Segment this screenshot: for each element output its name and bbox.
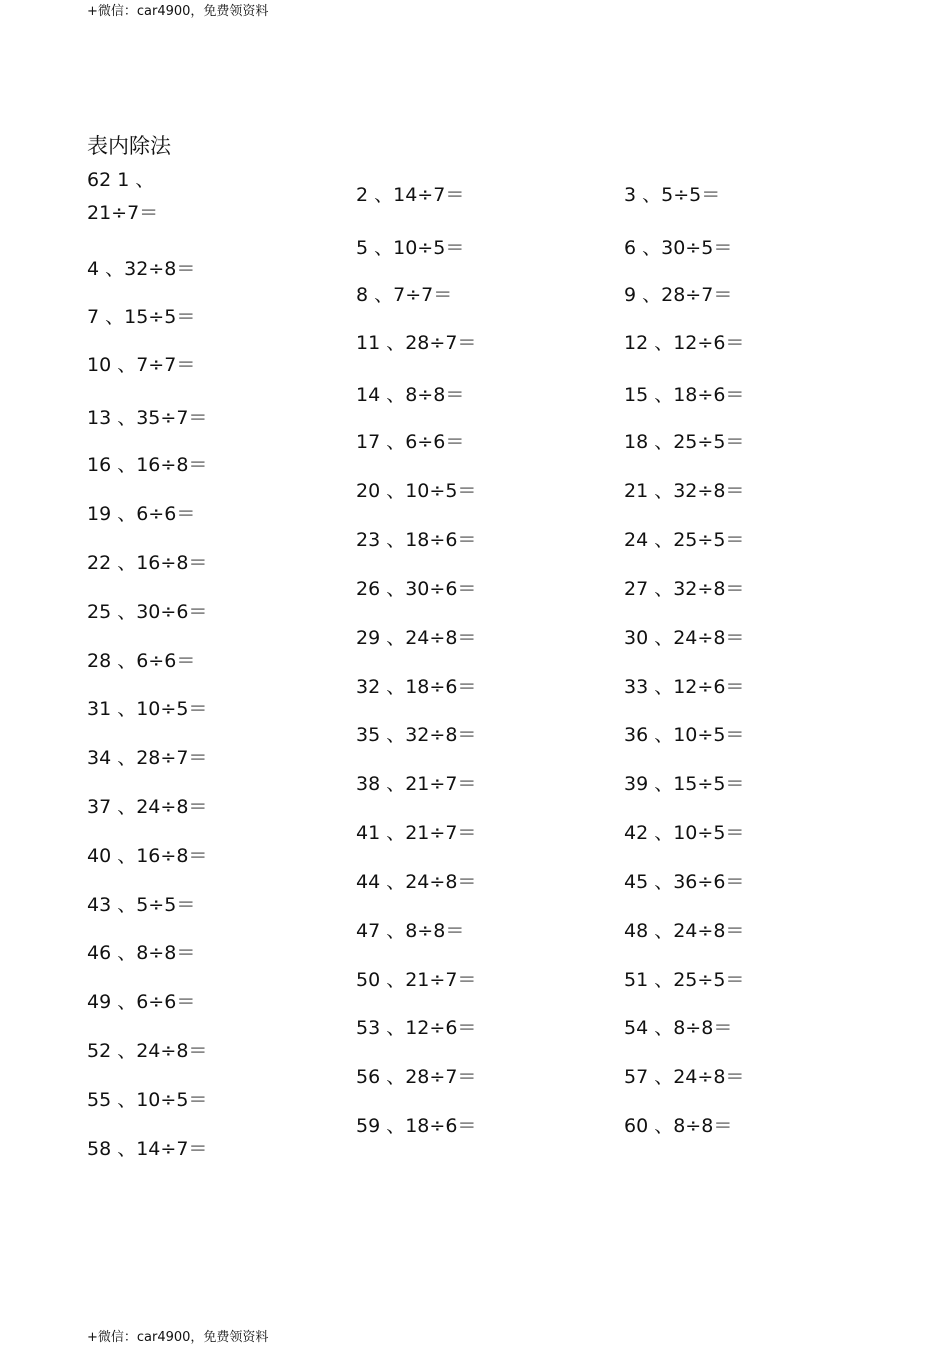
problem-item: 52 、24÷8＝ xyxy=(87,1040,208,1062)
problem-item: 59 、18÷6＝ xyxy=(356,1115,477,1137)
problem-item: 17 、6÷6＝ xyxy=(356,431,465,453)
problem-item: 57 、24÷8＝ xyxy=(624,1066,745,1088)
problem-item: 30 、24÷8＝ xyxy=(624,627,745,649)
problem-item: 39 、15÷5＝ xyxy=(624,773,745,795)
problem-item: 12 、12÷6＝ xyxy=(624,332,745,354)
problem-item: 38 、21÷7＝ xyxy=(356,773,477,795)
problem-item: 54 、8÷8＝ xyxy=(624,1017,733,1039)
problem-item: 4 、32÷8＝ xyxy=(87,258,196,280)
problem-item: 49 、6÷6＝ xyxy=(87,991,196,1013)
problem-item: 35 、32÷8＝ xyxy=(356,724,477,746)
problem-item: 32 、18÷6＝ xyxy=(356,676,477,698)
problem-item: 42 、10÷5＝ xyxy=(624,822,745,844)
problem-item: 11 、28÷7＝ xyxy=(356,332,477,354)
intro-line-2: 21÷7＝ xyxy=(87,202,159,224)
problem-item: 5 、10÷5＝ xyxy=(356,237,465,259)
problem-item: 31 、10÷5＝ xyxy=(87,698,208,720)
problem-item: 8 、7÷7＝ xyxy=(356,284,453,306)
problem-item: 43 、5÷5＝ xyxy=(87,894,196,916)
problem-item: 44 、24÷8＝ xyxy=(356,871,477,893)
problem-item: 18 、25÷5＝ xyxy=(624,431,745,453)
problem-item: 9 、28÷7＝ xyxy=(624,284,733,306)
header-note: +微信：car4900，免费领资料 xyxy=(87,4,269,19)
problem-item: 36 、10÷5＝ xyxy=(624,724,745,746)
problem-item: 58 、14÷7＝ xyxy=(87,1138,208,1160)
problem-item: 24 、25÷5＝ xyxy=(624,529,745,551)
problem-item: 14 、8÷8＝ xyxy=(356,384,465,406)
page-title: 表内除法 xyxy=(87,134,171,158)
problem-item: 41 、21÷7＝ xyxy=(356,822,477,844)
problem-item: 16 、16÷8＝ xyxy=(87,454,208,476)
problem-item: 45 、36÷6＝ xyxy=(624,871,745,893)
problem-item: 34 、28÷7＝ xyxy=(87,747,208,769)
problem-item: 19 、6÷6＝ xyxy=(87,503,196,525)
problem-item: 25 、30÷6＝ xyxy=(87,601,208,623)
problem-item: 33 、12÷6＝ xyxy=(624,676,745,698)
problem-item: 21 、32÷8＝ xyxy=(624,480,745,502)
problem-item: 15 、18÷6＝ xyxy=(624,384,745,406)
problem-item: 20 、10÷5＝ xyxy=(356,480,477,502)
problem-item: 3 、5÷5＝ xyxy=(624,184,721,206)
problem-item: 53 、12÷6＝ xyxy=(356,1017,477,1039)
problem-item: 6 、30÷5＝ xyxy=(624,237,733,259)
problem-item: 51 、25÷5＝ xyxy=(624,969,745,991)
problem-item: 2 、14÷7＝ xyxy=(356,184,465,206)
problem-item: 56 、28÷7＝ xyxy=(356,1066,477,1088)
footer-note: +微信：car4900，免费领资料 xyxy=(87,1330,269,1345)
problem-item: 60 、8÷8＝ xyxy=(624,1115,733,1137)
problem-item: 7 、15÷5＝ xyxy=(87,306,196,328)
problem-item: 26 、30÷6＝ xyxy=(356,578,477,600)
problem-item: 28 、6÷6＝ xyxy=(87,650,196,672)
intro-line-1: 62 1 、 xyxy=(87,169,155,191)
problem-item: 37 、24÷8＝ xyxy=(87,796,208,818)
problem-item: 13 、35÷7＝ xyxy=(87,407,208,429)
problem-item: 48 、24÷8＝ xyxy=(624,920,745,942)
problem-item: 40 、16÷8＝ xyxy=(87,845,208,867)
problem-item: 47 、8÷8＝ xyxy=(356,920,465,942)
problem-item: 55 、10÷5＝ xyxy=(87,1089,208,1111)
problem-item: 22 、16÷8＝ xyxy=(87,552,208,574)
problem-item: 10 、7÷7＝ xyxy=(87,354,196,376)
problem-item: 29 、24÷8＝ xyxy=(356,627,477,649)
problem-item: 27 、32÷8＝ xyxy=(624,578,745,600)
problem-item: 23 、18÷6＝ xyxy=(356,529,477,551)
problem-item: 46 、8÷8＝ xyxy=(87,942,196,964)
problem-item: 50 、21÷7＝ xyxy=(356,969,477,991)
